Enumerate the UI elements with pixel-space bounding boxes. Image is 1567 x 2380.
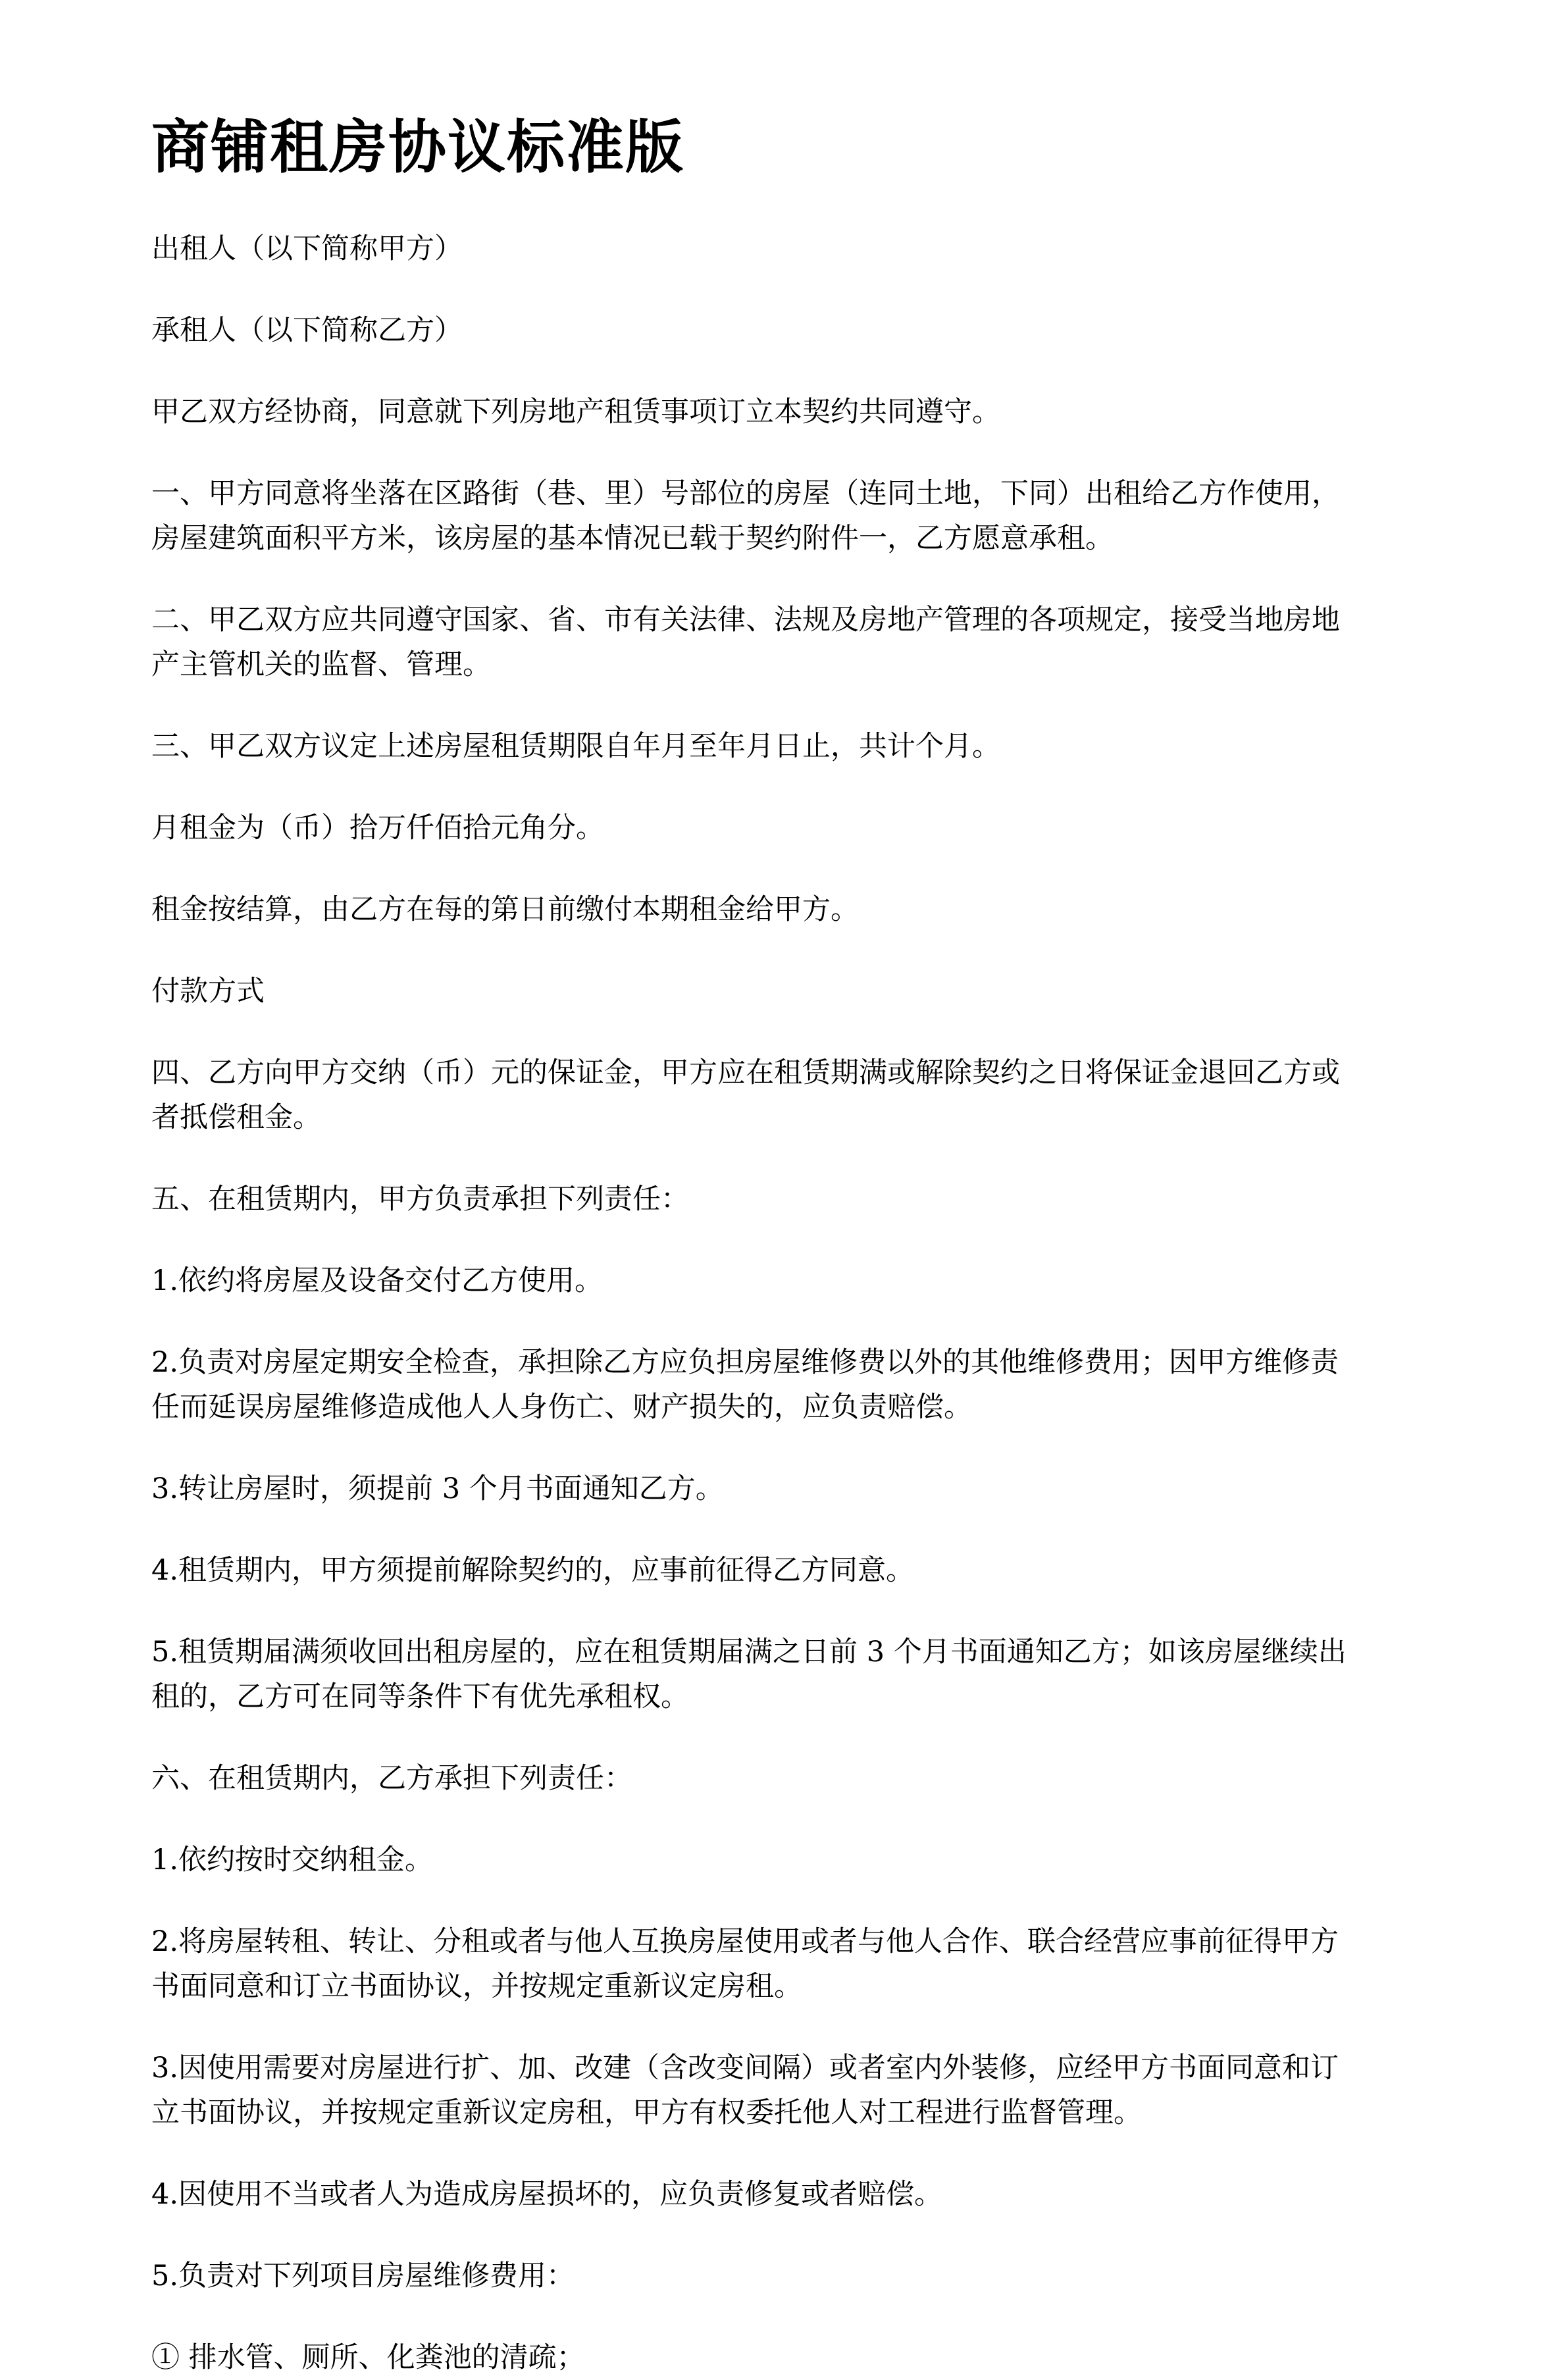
paragraph	[151, 2172, 1481, 2217]
paragraph	[151, 1050, 1481, 1140]
paragraph	[151, 1548, 1481, 1593]
paragraph-line: 房屋建筑面积平方米，该房屋的基本情况已载于契约附件一，乙方愿意承租。	[151, 522, 1114, 555]
paragraph-line: 4.因使用不当或者人为造成房屋损坏的，应负责修复或者赔偿。	[151, 2178, 943, 2211]
paragraph-line: 二、甲乙双方应共同遵守国家、省、市有关法律、法规及房地产管理的各项规定，接受当地房地	[151, 604, 1340, 636]
paragraph	[151, 1340, 1481, 1430]
paragraph	[151, 1919, 1481, 2009]
paragraph	[151, 806, 1481, 850]
paragraph-line: 承租人（以下简称乙方）	[151, 314, 463, 347]
paragraph-line: 付款方式	[151, 975, 265, 1008]
paragraph-line: 三、甲乙双方议定上述房屋租赁期限自年月至年月日止，共计个月。	[151, 730, 1000, 763]
paragraph	[151, 887, 1481, 932]
paragraph-line: 甲乙双方经协商，同意就下列房地产租赁事项订立本契约共同遵守。	[151, 396, 1000, 428]
paragraph-line: 5.租赁期届满须收回出租房屋的，应在租赁期届满之日前 3 个月书面通知乙方；如该房屋继续出	[151, 1636, 1347, 1669]
paragraph	[151, 1630, 1481, 1719]
paragraph-list	[151, 226, 1481, 2380]
paragraph	[151, 226, 1481, 271]
paragraph	[151, 1258, 1481, 1303]
paragraph-line: 任而延误房屋维修造成他人人身伤亡、财产损失的，应负责赔偿。	[151, 1391, 972, 1424]
paragraph-line: 一、甲方同意将坐落在区路街（巷、里）号部位的房屋（连同土地，下同）出租给乙方作使用，	[151, 477, 1340, 510]
paragraph-line: 六、在租赁期内，乙方承担下列责任：	[151, 1762, 632, 1795]
paragraph-line: ① 排水管、厕所、化粪池的清疏；	[151, 2341, 585, 2374]
paragraph	[151, 1838, 1481, 1882]
paragraph-line: 2.将房屋转租、转让、分租或者与他人互换房屋使用或者与他人合作、联合经营应事前征得甲方	[151, 1925, 1339, 1958]
paragraph-line: 3.因使用需要对房屋进行扩、加、改建（含改变间隔）或者室内外装修，应经甲方书面同意和订	[151, 2052, 1339, 2084]
paragraph-line: 1.依约按时交纳租金。	[151, 1844, 434, 1876]
paragraph-line: 5.负责对下列项目房屋维修费用：	[151, 2260, 575, 2292]
paragraph-line: 租金按结算，由乙方在每的第日前缴付本期租金给甲方。	[151, 893, 859, 926]
paragraph-line: 4.租赁期内，甲方须提前解除契约的，应事前征得乙方同意。	[151, 1554, 915, 1587]
paragraph	[151, 2046, 1481, 2135]
paragraph-line: 书面同意和订立书面协议，并按规定重新议定房租。	[151, 1970, 802, 2003]
paragraph-line: 3.转让房屋时，须提前 3 个月书面通知乙方。	[151, 1472, 724, 1505]
paragraph-line: 四、乙方向甲方交纳（币）元的保证金，甲方应在租赁期满或解除契约之日将保证金退回乙方或	[151, 1056, 1340, 1089]
paragraph	[151, 598, 1481, 687]
paragraph-line: 五、在租赁期内，甲方负责承担下列责任：	[151, 1183, 689, 1216]
paragraph-line: 1.依约将房屋及设备交付乙方使用。	[151, 1264, 604, 1297]
document-title: 商铺租房协议标准版	[151, 113, 685, 181]
paragraph	[151, 1177, 1481, 1222]
paragraph	[151, 390, 1481, 434]
paragraph	[151, 1466, 1481, 1511]
paragraph	[151, 308, 1481, 353]
paragraph-line: 租的，乙方可在同等条件下有优先承租权。	[151, 1680, 689, 1713]
paragraph-line: 产主管机关的监督、管理。	[151, 648, 491, 681]
paragraph-line: 立书面协议，并按规定重新议定房租，甲方有权委托他人对工程进行监督管理。	[151, 2096, 1142, 2129]
paragraph-line: 者抵偿租金。	[151, 1101, 321, 1134]
paragraph	[151, 1756, 1481, 1801]
paragraph-line: 月租金为（币）拾万仟佰拾元角分。	[151, 812, 604, 844]
paragraph	[151, 969, 1481, 1014]
paragraph-line: 出租人（以下简称甲方）	[151, 232, 463, 265]
paragraph-line: 2.负责对房屋定期安全检查，承担除乙方应负担房屋维修费以外的其他维修费用；因甲方维修责	[151, 1346, 1339, 1379]
paragraph	[151, 2254, 1481, 2298]
paragraph	[151, 724, 1481, 769]
document-content	[151, 105, 1481, 2380]
paragraph	[151, 2335, 1481, 2380]
paragraph	[151, 471, 1481, 561]
